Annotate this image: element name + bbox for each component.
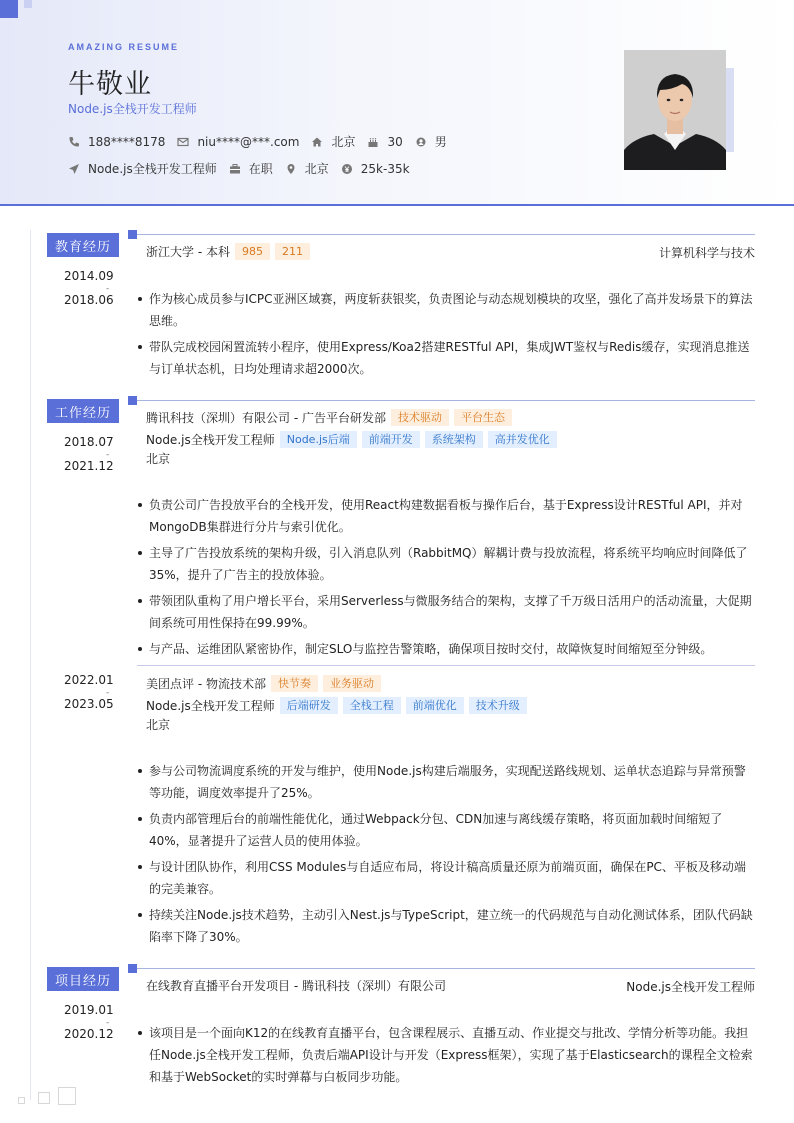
education-bullets	[138, 288, 756, 384]
section-rule	[137, 400, 755, 401]
section-marker	[128, 230, 137, 239]
school-tag: 211	[275, 243, 310, 260]
age-text: 30	[387, 134, 403, 149]
list-item: 持续关注Node.js技术趋势，主动引入Nest.js与TypeScript，建立统一的代码规范与自动化测试体系，团队代码缺陷率下降了30%。	[138, 904, 756, 948]
school-name: 浙江大学 - 本科	[146, 245, 230, 259]
date-end: 2020.12	[64, 1027, 114, 1041]
gender-icon	[415, 136, 427, 148]
location-pin-icon	[285, 163, 297, 175]
job-bullets	[138, 494, 756, 664]
status-item	[229, 160, 273, 177]
gender-item	[415, 133, 447, 150]
date-start: 2014.09	[64, 269, 114, 283]
job-bullets	[138, 760, 756, 952]
education-major: 计算机科学与技术	[658, 246, 755, 260]
phone-item	[68, 135, 165, 149]
job-position-row	[146, 697, 527, 714]
position-tag: 系统架构	[425, 431, 483, 448]
date-start: 2022.01	[64, 673, 114, 687]
job-company-row	[146, 675, 381, 692]
phone-text: 188****8178	[88, 134, 166, 149]
corner-decoration-small	[24, 0, 32, 8]
list-item: 该项目是一个面向K12的在线教育直播平台，包含课程展示、直播互动、作业提交与批改、学情分析等功能。我担任Node.js全栈开发工程师，负责后端API设计与开发（Express框架），实现了基于Elasticsearch的课程全文检索和基于WebSocket的实时弹幕与白板同步功能。	[138, 1022, 756, 1088]
resume-header	[0, 0, 794, 206]
corner-decoration	[0, 0, 18, 18]
company-tag: 平台生态	[454, 409, 512, 426]
project-name-row	[146, 977, 446, 994]
position-name: Node.js全栈开发工程师	[146, 433, 275, 447]
position-tag: 高并发优化	[488, 431, 557, 448]
briefcase-icon	[229, 163, 241, 175]
contact-row	[68, 133, 459, 150]
date-start: 2019.01	[64, 1003, 114, 1017]
timeline-line	[30, 230, 31, 1100]
company-tag: 快节奏	[271, 675, 318, 692]
section-marker	[128, 396, 137, 405]
list-item: 负责内部管理后台的前端性能优化，通过Webpack分包、CDN加速与离线缓存策略，将页面加载时间缩短了40%，显著提升了运营人员的使用体验。	[138, 808, 756, 852]
corner-decoration	[18, 1097, 25, 1104]
position-name: Node.js全栈开发工程师	[146, 699, 275, 713]
section-label-education: 教育经历	[47, 233, 119, 257]
job-separator	[137, 665, 755, 666]
company-tag: 技术驱动	[391, 409, 449, 426]
intent-position-item	[68, 160, 217, 177]
list-item: 负责公司广告投放平台的全栈开发，使用React构建数据看板与操作后台，基于Express设计RESTful API，并对MongoDB集群进行分片与索引优化。	[138, 494, 756, 538]
section-rule	[137, 234, 755, 235]
candidate-title: Node.js全栈开发工程师	[68, 102, 197, 116]
age-item	[367, 135, 402, 149]
gender-text: 男	[434, 135, 447, 149]
list-item: 主导了广告投放系统的架构升级，引入消息队列（RabbitMQ）解耦计费与投放流程，将系统平均响应时间降低了35%，提升了广告主的投放体验。	[138, 542, 756, 586]
salary-icon	[341, 163, 353, 175]
list-item: 与产品、运维团队紧密协作，制定SLO与监控告警策略，确保项目按时交付，故障恢复时间缩短至分钟级。	[138, 638, 756, 660]
company-name: 腾讯科技（深圳）有限公司 - 广告平台研发部	[146, 411, 386, 425]
position-tag: 前端优化	[406, 697, 464, 714]
position-tag: Node.js后端	[280, 431, 357, 448]
mail-icon	[177, 136, 189, 148]
section-rule	[137, 968, 755, 969]
intent-position-text: Node.js全栈开发工程师	[88, 162, 217, 176]
list-item: 带队完成校园闲置流转小程序，使用Express/Koa2搭建RESTful API，集成JWT鉴权与Redis缓存，实现消息推送与订单状态机，日均处理请求超2000次。	[138, 336, 756, 380]
job-city: 北京	[146, 718, 171, 732]
date-end: 2021.12	[64, 459, 114, 473]
section-label-work: 工作经历	[47, 399, 119, 423]
position-tag: 全栈工程	[343, 697, 401, 714]
project-role: Node.js全栈开发工程师	[626, 980, 755, 994]
section-marker	[128, 964, 137, 973]
school-tag: 985	[235, 243, 270, 260]
date-separator: -	[106, 688, 110, 698]
date-end: 2018.06	[64, 293, 114, 307]
status-text: 在职	[248, 162, 273, 176]
profile-photo	[624, 50, 726, 170]
send-icon	[68, 163, 80, 175]
position-tag: 后端研发	[280, 697, 338, 714]
email-text: niu****@***.com	[197, 134, 300, 149]
salary-text: 25k-35k	[360, 161, 410, 176]
list-item: 参与公司物流调度系统的开发与维护，使用Node.js构建后端服务，实现配送路线规划、运单状态追踪与异常预警等功能，调度效率提升了25%。	[138, 760, 756, 804]
list-item: 与设计团队协作，利用CSS Modules与自适应布局，将设计稿高质量还原为前端页面，确保在PC、平板及移动端的完美兼容。	[138, 856, 756, 900]
date-separator: -	[106, 450, 110, 460]
intent-city-text: 北京	[304, 162, 329, 176]
company-tag: 业务驱动	[323, 675, 381, 692]
cake-icon	[367, 136, 379, 148]
brand-label: AMAZING RESUME	[68, 42, 179, 52]
home-icon	[311, 136, 323, 148]
job-company-row	[146, 409, 512, 426]
phone-icon	[68, 136, 80, 148]
job-date	[64, 668, 114, 716]
corner-decoration	[58, 1087, 76, 1105]
list-item: 作为核心成员参与ICPC亚洲区域赛，两度斩获银奖，负责图论与动态规划模块的攻坚，强化了高并发场景下的算法思维。	[138, 288, 756, 332]
section-label-projects: 项目经历	[47, 967, 119, 991]
candidate-name: 牛敬业	[68, 69, 152, 100]
date-end: 2023.05	[64, 697, 114, 711]
job-city: 北京	[146, 452, 171, 466]
job-position-row	[146, 431, 557, 448]
position-tag: 技术升级	[469, 697, 527, 714]
hometown-text: 北京	[331, 135, 356, 149]
list-item: 带领团队重构了用户增长平台，采用Serverless与微服务结合的架构，支撑了千万级日活用户的活动流量，大促期间系统可用性保持在99.99%。	[138, 590, 756, 634]
company-name: 美团点评 - 物流技术部	[146, 677, 266, 691]
corner-decoration	[38, 1092, 50, 1104]
education-date	[64, 264, 114, 312]
project-date	[64, 998, 114, 1046]
hometown-item	[311, 133, 355, 150]
intent-row	[68, 160, 422, 177]
salary-item	[341, 162, 410, 176]
education-school-row	[146, 243, 310, 260]
date-separator: -	[106, 284, 110, 294]
intent-city-item	[285, 160, 329, 177]
project-bullets	[138, 1022, 756, 1092]
job-date	[64, 430, 114, 478]
date-separator: -	[106, 1018, 110, 1028]
project-name: 在线教育直播平台开发项目 - 腾讯科技（深圳）有限公司	[146, 979, 446, 993]
email-item	[177, 135, 299, 149]
date-start: 2018.07	[64, 435, 114, 449]
position-tag: 前端开发	[362, 431, 420, 448]
